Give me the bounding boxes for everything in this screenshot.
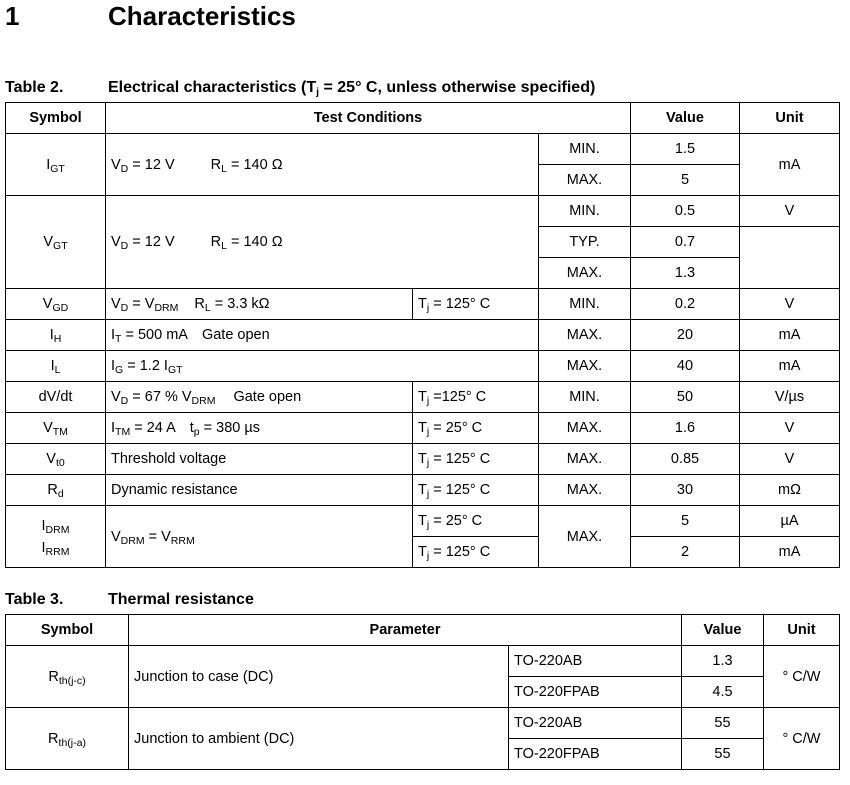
unit-cell: V/µs <box>740 382 840 413</box>
table3-title: Thermal resistance <box>108 591 254 608</box>
limit-cell: MAX. <box>539 320 631 351</box>
temperature-cell: $T_j =125^\circ$ C <box>413 382 539 413</box>
condition-cell: $V_D = 67$ % $V_{DRM}$ Gate open <box>106 382 413 413</box>
package-cell: TO-220FPAB <box>509 677 682 708</box>
limit-cell: MIN. <box>539 382 631 413</box>
unit-cell: ° C/W <box>764 708 840 770</box>
unit-cell: mA <box>740 320 840 351</box>
limit-cell: MAX. <box>539 444 631 475</box>
limit-cell: MAX. <box>539 165 631 196</box>
symbol-cell: $R_{th(j-a)}$ <box>6 708 129 770</box>
symbol-cell: $V_{t0}$ <box>6 444 106 475</box>
value-cell: 2 <box>631 537 740 568</box>
limit-cell: MAX. <box>539 506 631 568</box>
value-cell: 55 <box>682 739 764 770</box>
unit-cell: ° C/W <box>764 646 840 708</box>
condition-cell: $V_D = 12$ V $R_L = 140$ Ω <box>106 196 539 289</box>
condition-cell: $I_T = 500$ mA Gate open <box>106 320 539 351</box>
unit-cell: mA <box>740 351 840 382</box>
limit-cell: MIN. <box>539 134 631 165</box>
value-cell: 0.2 <box>631 289 740 320</box>
limit-cell: MAX. <box>539 258 631 289</box>
value-cell: 1.6 <box>631 413 740 444</box>
symbol-cell: $I_{GT}$ <box>6 134 106 196</box>
temperature-cell: $T_j = 25^\circ$ C <box>413 506 539 537</box>
limit-cell: MIN. <box>539 196 631 227</box>
temperature-cell: $T_j = 125^\circ$ C <box>413 444 539 475</box>
table2-label: Table 2. <box>5 79 64 96</box>
symbol-cell: $R_d$ <box>6 475 106 506</box>
value-cell: 1.5 <box>631 134 740 165</box>
table-row <box>6 646 840 677</box>
electrical-characteristics-table <box>5 102 840 568</box>
unit-cell: V <box>740 196 840 227</box>
table-row <box>6 413 840 444</box>
symbol-cell: $V_{TM}$ <box>6 413 106 444</box>
parameter-cell: Junction to case (DC) <box>129 646 509 708</box>
table-header-row <box>6 615 840 646</box>
table-row <box>6 289 840 320</box>
condition-cell: $V_D = V_{DRM}$ $R_L = 3.3$ kΩ <box>106 289 413 320</box>
symbol-cell: $I_{DRM}$ $I_{RRM}$ <box>6 506 106 568</box>
table2-title: Electrical characteristics ($T_j = 25^\circ$ C, unless otherwise specified) <box>108 79 596 98</box>
unit-cell: mΩ <box>740 475 840 506</box>
limit-cell: MIN. <box>539 289 631 320</box>
unit-cell: mA <box>740 134 840 196</box>
col-header-symbol: Symbol <box>6 615 129 646</box>
unit-cell: V <box>740 444 840 475</box>
unit-cell: mA <box>740 537 840 568</box>
section-title: Characteristics <box>108 1 296 31</box>
limit-cell: MAX. <box>539 475 631 506</box>
unit-cell <box>740 227 840 289</box>
value-cell: 4.5 <box>682 677 764 708</box>
temperature-cell: $T_j = 125^\circ$ C <box>413 537 539 568</box>
value-cell: 55 <box>682 708 764 739</box>
col-header-unit: Unit <box>740 103 840 134</box>
value-cell: 1.3 <box>682 646 764 677</box>
package-cell: TO-220FPAB <box>509 739 682 770</box>
table-row <box>6 475 840 506</box>
col-header-conditions: Test Conditions <box>106 103 631 134</box>
symbol-cell: dV/dt <box>6 382 106 413</box>
value-cell: 20 <box>631 320 740 351</box>
table-row <box>6 320 840 351</box>
symbol-cell: $R_{th(j-c)}$ <box>6 646 129 708</box>
value-cell: 1.3 <box>631 258 740 289</box>
table-row <box>6 708 840 739</box>
symbol-cell: $I_L$ <box>6 351 106 382</box>
table-row <box>6 382 840 413</box>
table-row <box>6 196 840 227</box>
condition-cell: Dynamic resistance <box>106 475 413 506</box>
unit-cell: µA <box>740 506 840 537</box>
condition-cell: $V_{DRM} = V_{RRM}$ <box>106 506 413 568</box>
temperature-cell: $T_j = 125^\circ$ C <box>413 289 539 320</box>
package-cell: TO-220AB <box>509 646 682 677</box>
value-cell: 30 <box>631 475 740 506</box>
parameter-cell: Junction to ambient (DC) <box>129 708 509 770</box>
limit-cell: MAX. <box>539 413 631 444</box>
package-cell: TO-220AB <box>509 708 682 739</box>
value-cell: 50 <box>631 382 740 413</box>
value-cell: 0.85 <box>631 444 740 475</box>
value-cell: 0.5 <box>631 196 740 227</box>
symbol-cell: $I_H$ <box>6 320 106 351</box>
temperature-cell: $T_j = 125^\circ$ C <box>413 475 539 506</box>
condition-cell: $I_G = 1.2$ $I_{GT}$ <box>106 351 539 382</box>
symbol-cell: $V_{GT}$ <box>6 196 106 289</box>
col-header-symbol: Symbol <box>6 103 106 134</box>
limit-cell: TYP. <box>539 227 631 258</box>
condition-cell: $I_{TM} = 24$ A $t_p = 380$ µs <box>106 413 413 444</box>
temperature-cell: $T_j = 25^\circ$ C <box>413 413 539 444</box>
col-header-value: Value <box>631 103 740 134</box>
value-cell: 0.7 <box>631 227 740 258</box>
col-header-unit: Unit <box>764 615 840 646</box>
thermal-resistance-table <box>5 614 840 770</box>
unit-cell: V <box>740 413 840 444</box>
table3-label: Table 3. <box>5 591 64 608</box>
table-row <box>6 506 840 537</box>
condition-cell: Threshold voltage <box>106 444 413 475</box>
col-header-value: Value <box>682 615 764 646</box>
symbol-cell: $V_{GD}$ <box>6 289 106 320</box>
table-row <box>6 444 840 475</box>
col-header-parameter: Parameter <box>129 615 682 646</box>
table-row <box>6 351 840 382</box>
condition-cell: $V_D = 12$ V $R_L = 140$ Ω <box>106 134 539 196</box>
unit-cell: V <box>740 289 840 320</box>
value-cell: 40 <box>631 351 740 382</box>
table-header-row <box>6 103 840 134</box>
table-row <box>6 134 840 165</box>
value-cell: 5 <box>631 165 740 196</box>
section-number: 1 <box>5 1 20 31</box>
limit-cell: MAX. <box>539 351 631 382</box>
value-cell: 5 <box>631 506 740 537</box>
